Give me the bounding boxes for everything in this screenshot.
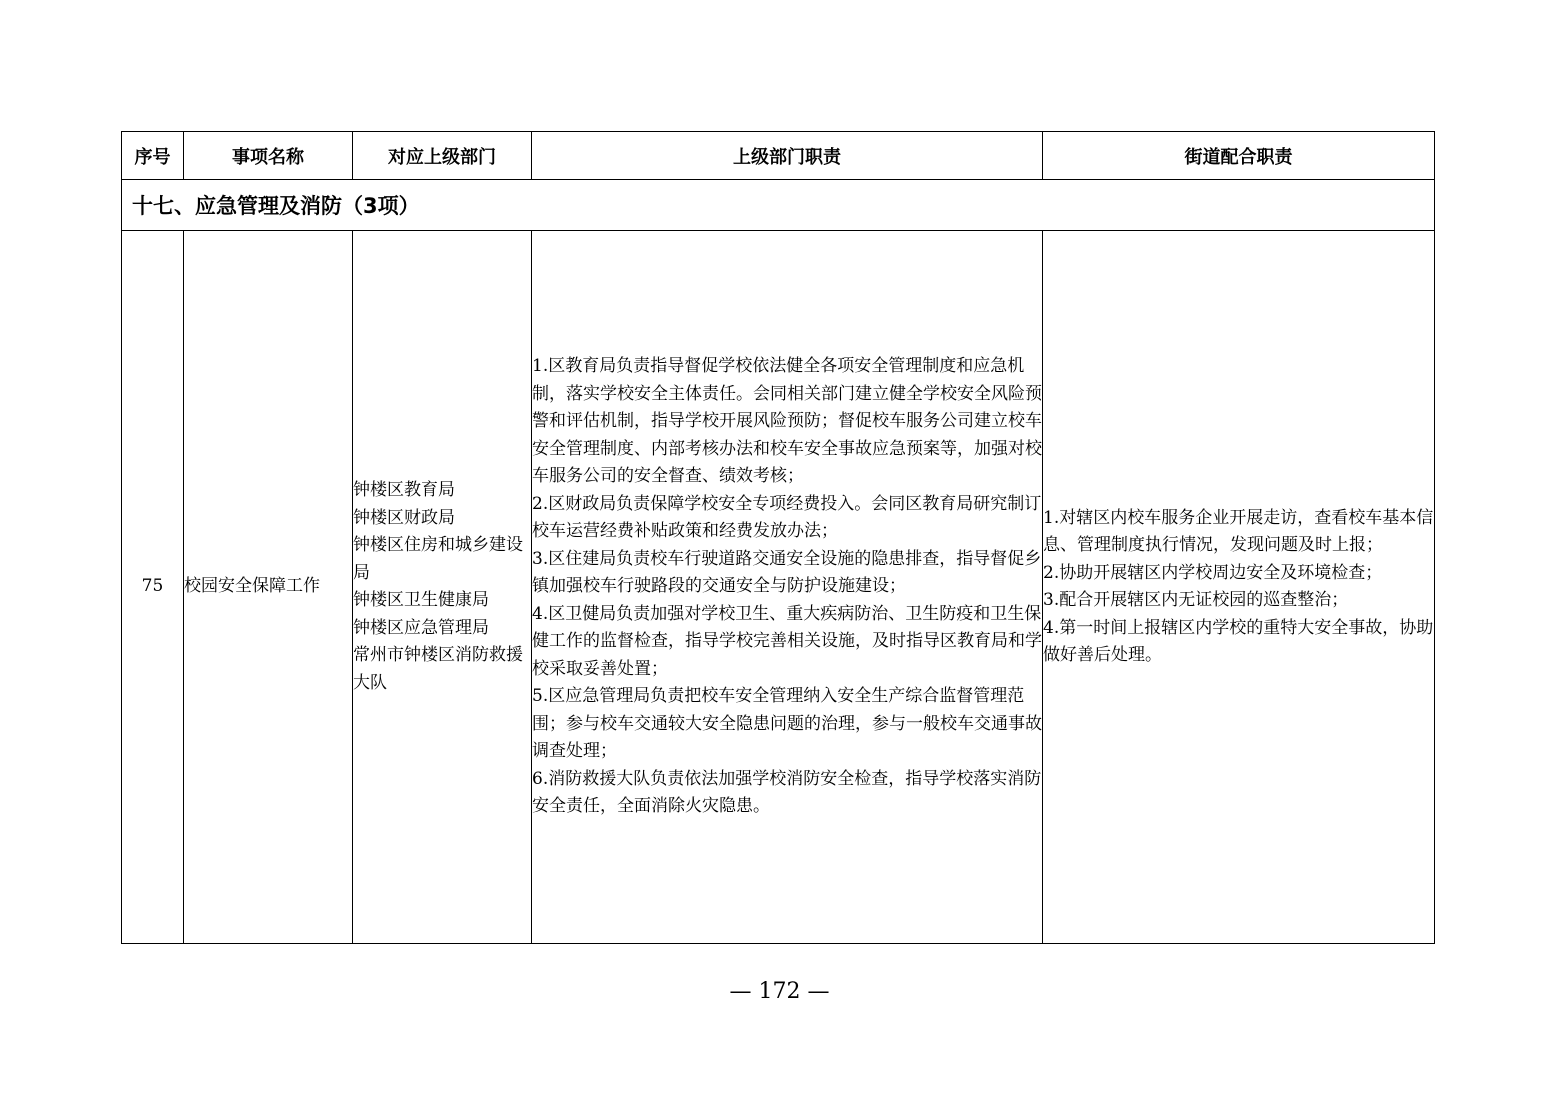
- header-street-cooperation: 街道配合职责: [1043, 132, 1435, 180]
- page-number: — 172 —: [729, 979, 830, 1004]
- cooperation-item: 1.对辖区内校车服务企业开展走访，查看校车基本信息、管理制度执行情况，发现问题及时上报；: [1043, 507, 1434, 555]
- item-name: 校园安全保障工作: [184, 231, 353, 944]
- department-item: 钟楼区住房和城乡建设局: [353, 535, 523, 583]
- department-item: 钟楼区教育局: [353, 480, 455, 500]
- responsibility-table: [121, 131, 1435, 944]
- superior-duties-list: [532, 231, 1043, 944]
- cooperation-item: 3.配合开展辖区内无证校园的巡查整治；: [1043, 590, 1349, 610]
- street-cooperation-list: [1043, 231, 1435, 944]
- department-item: 常州市钟楼区消防救援大队: [353, 645, 523, 693]
- header-serial-number: 序号: [122, 132, 184, 180]
- section-title: 十七、应急管理及消防（3项）: [122, 180, 1435, 231]
- duty-item: 3.区住建局负责校车行驶道路交通安全设施的隐患排查，指导督促乡镇加强校车行驶路段的交通安全与防护设施建设；: [532, 548, 1042, 597]
- row-number: 75: [122, 231, 184, 944]
- duty-item: 5.区应急管理局负责把校车安全管理纳入安全生产综合监督管理范围；参与校车交通较大安全隐患问题的治理，参与一般校车交通事故调查处理；: [532, 686, 1042, 762]
- duty-item: 6.消防救援大队负责依法加强学校消防安全检查，指导学校落实消防安全责任，全面消除火灾隐患。: [532, 768, 1042, 817]
- section-row: [122, 180, 1435, 231]
- department-item: 钟楼区应急管理局: [353, 617, 489, 638]
- duty-item: 4.区卫健局负责加强对学校卫生、重大疾病防治、卫生防疫和卫生保健工作的监督检查，指导学校完善相关设施，及时指导区教育局和学校采取妥善处置；: [532, 603, 1042, 679]
- department-list: [353, 231, 532, 944]
- table-header-row: [122, 132, 1435, 180]
- cooperation-item: 2.协助开展辖区内学校周边安全及环境检查；: [1043, 562, 1383, 583]
- header-superior-department: 对应上级部门: [353, 132, 532, 180]
- header-item-name: 事项名称: [184, 132, 353, 180]
- department-item: 钟楼区卫生健康局: [353, 590, 489, 610]
- cooperation-item: 4.第一时间上报辖区内学校的重特大安全事故，协助做好善后处理。: [1043, 617, 1434, 665]
- duty-item: 1.区教育局负责指导督促学校依法健全各项安全管理制度和应急机制，落实学校安全主体责任。会同相关部门建立健全学校安全风险预警和评估机制，指导学校开展风险预防；督促校车服务公司建立校车安全管理制度、内部考核办法和校车安全事故应急预案等，加强对校车服务公司的安全督查、绩效考核；: [532, 356, 1042, 487]
- duty-item: 2.区财政局负责保障学校安全专项经费投入。会同区教育局研究制订校车运营经费补贴政策和经费发放办法；: [532, 493, 1042, 542]
- table-row: [122, 231, 1435, 944]
- department-item: 钟楼区财政局: [353, 507, 455, 528]
- header-superior-duties: 上级部门职责: [532, 132, 1043, 180]
